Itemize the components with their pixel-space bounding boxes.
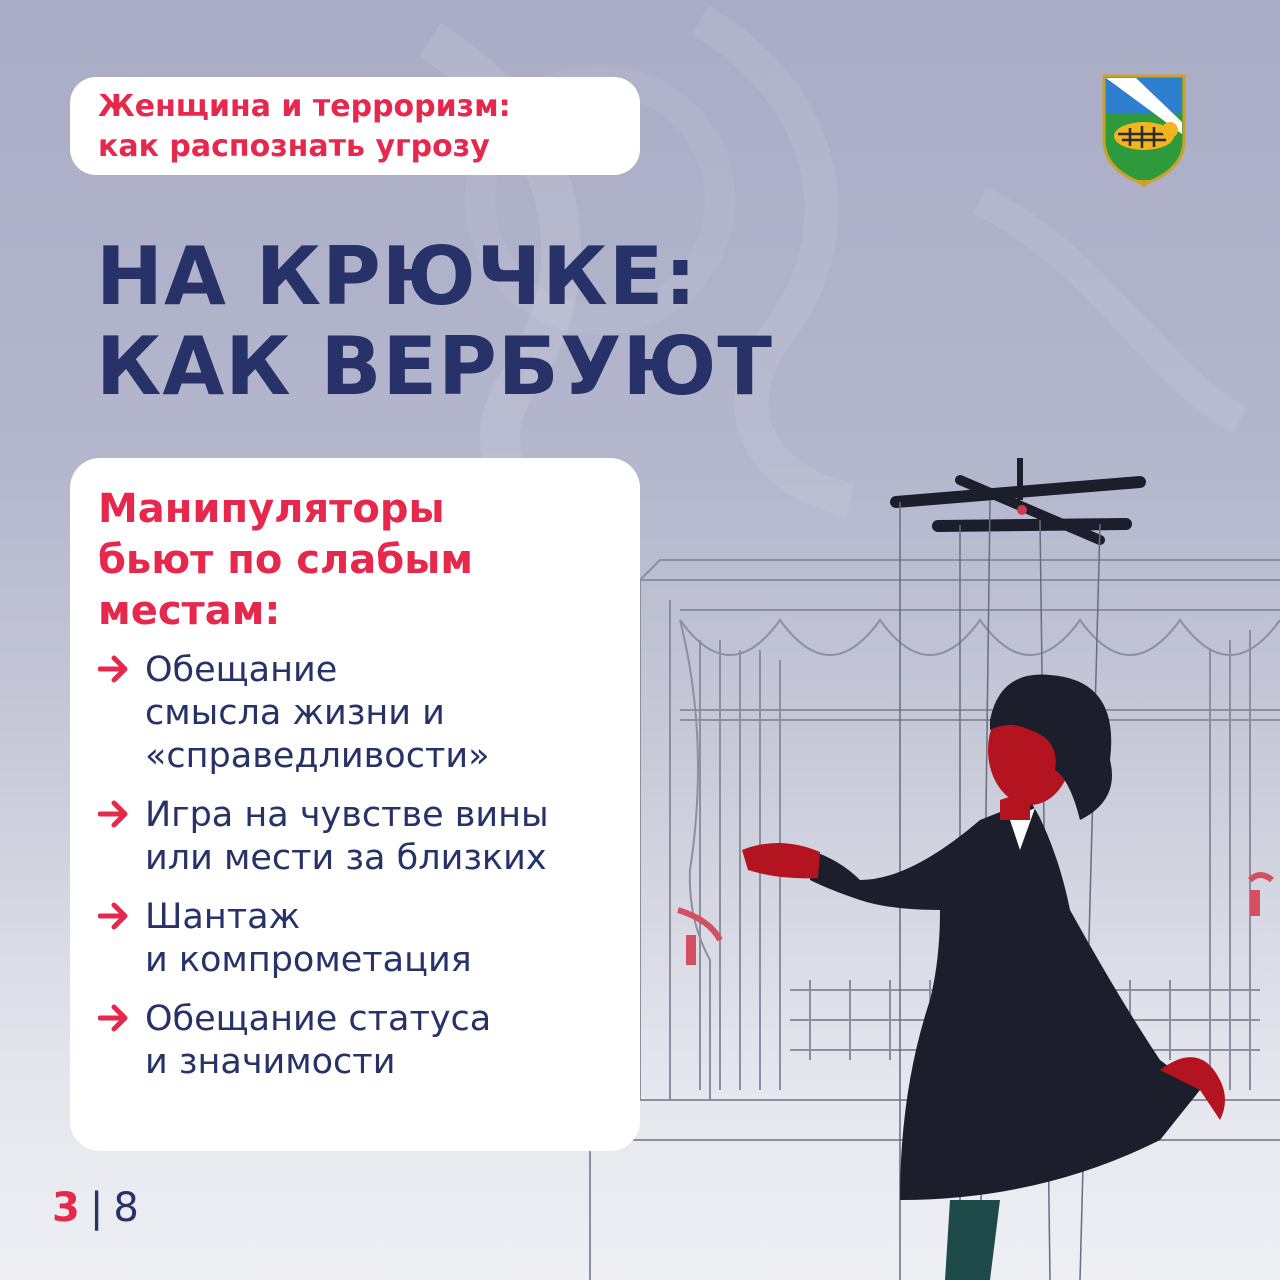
card-title-line: местам:: [98, 588, 281, 634]
manipulation-card: [70, 458, 640, 1151]
card-title-line: Манипуляторы: [98, 486, 445, 532]
headline-line: КАК ВЕРБУЮТ: [96, 320, 773, 413]
topic-tag-line: как распознать угрозу: [98, 129, 490, 164]
puppet-woman: [742, 675, 1225, 1280]
card-title-line: бьют по слабым: [98, 537, 474, 583]
arrow-right-icon: [98, 800, 130, 828]
arrow-right-icon: [98, 902, 130, 930]
list-item: [98, 649, 612, 778]
page-total: 8: [113, 1185, 139, 1231]
arrow-right-icon: [98, 1004, 130, 1032]
page-separator: |: [89, 1185, 104, 1231]
marionette-control-bar: [896, 458, 1140, 540]
list-item-text: Обещание смысла жизни и «справедливости»: [145, 650, 490, 776]
list-item: [98, 896, 612, 982]
list-item-text: Игра на чувстве вины или мести за близких: [145, 795, 549, 878]
headline-line: НА КРЮЧКЕ:: [96, 230, 698, 323]
main-headline: [96, 232, 773, 412]
tactics-list: [98, 649, 612, 1084]
list-item-text: Обещание статуса и значимости: [145, 999, 492, 1082]
list-item: [98, 794, 612, 880]
list-item-text: Шантаж и компрометация: [145, 897, 472, 980]
page-indicator: [52, 1182, 139, 1234]
coat-of-arms-tiger-icon: [1096, 70, 1192, 190]
puppet-theatre-illustration: [560, 440, 1280, 1280]
arrow-right-icon: [98, 655, 130, 683]
list-item: [98, 998, 612, 1084]
page-current: 3: [52, 1185, 80, 1231]
topic-tag-line: Женщина и терроризм:: [98, 89, 511, 124]
topic-tag: [70, 77, 640, 175]
